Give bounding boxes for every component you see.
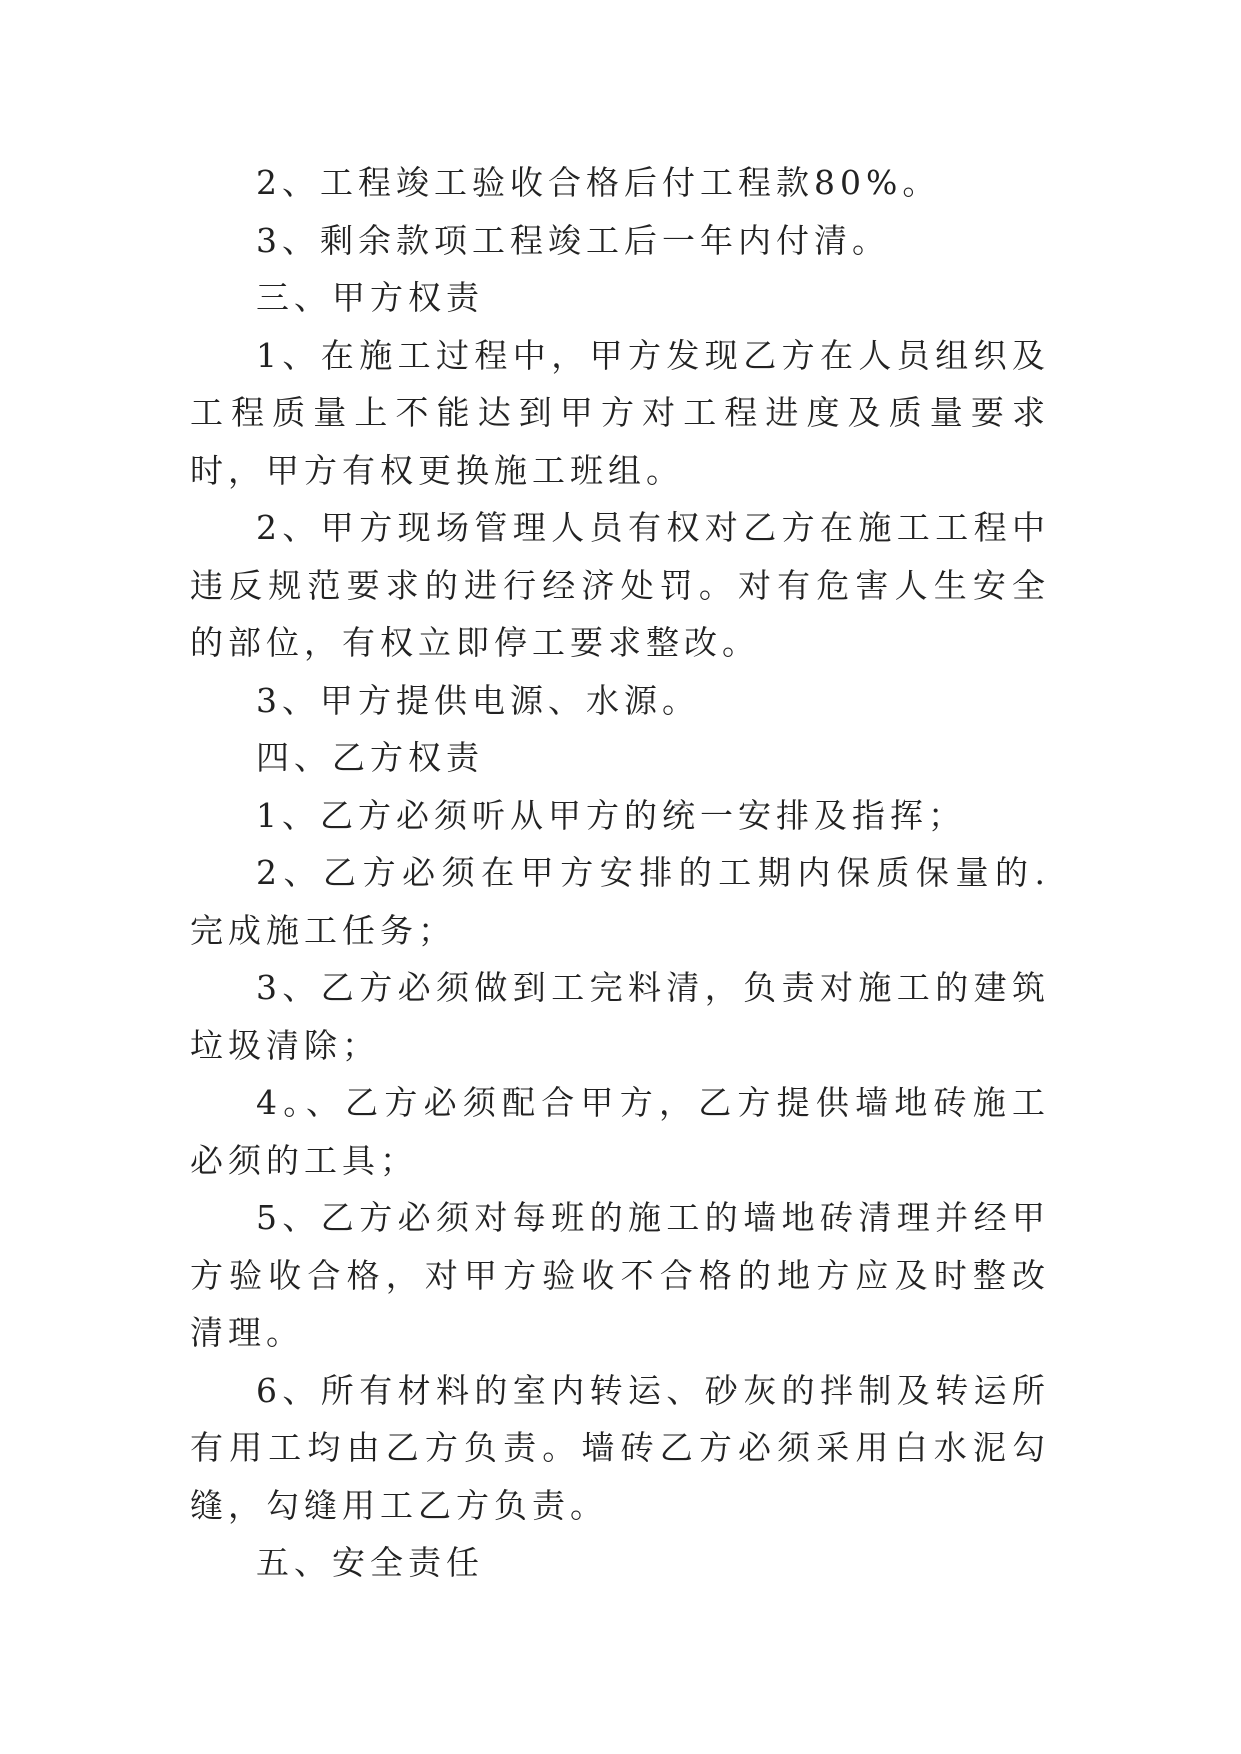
paragraph: 1、乙方必须听从甲方的统一安排及指挥；: [256, 795, 966, 835]
paragraph: 3、甲方提供电源、水源。: [256, 680, 700, 720]
paragraph: 1、在施工过程中，甲方发现乙方在人员组织及工程质量上不能达到甲方对工程进度及质量要求时，甲方有权更换施工班组。: [190, 335, 1050, 490]
paragraph: 4。、乙方必须配合甲方，乙方提供墙地砖施工必须的工具；: [190, 1083, 1050, 1180]
section-heading: 三、甲方权责: [256, 278, 484, 317]
section-heading: 五、安全责任: [256, 1543, 484, 1582]
paragraph: 5、乙方必须对每班的施工的墙地砖清理并经甲方验收合格，对甲方验收不合格的地方应及时整改清理。: [190, 1198, 1050, 1352]
paragraph: 2、工程竣工验收合格后付工程款80%。: [256, 163, 941, 202]
paragraph: 2、甲方现场管理人员有权对乙方在施工工程中违反规范要求的进行经济处罚。对有危害人生安全的部位，有权立即停工要求整改。: [190, 508, 1050, 662]
paragraph: 3、乙方必须做到工完料清，负责对施工的建筑垃圾清除；: [190, 968, 1050, 1065]
paragraph: 6、所有材料的室内转运、砂灰的拌制及转运所有用工均由乙方负责。墙砖乙方必须采用白水泥勾缝，勾缝用工乙方负责。: [190, 1370, 1050, 1525]
paragraph: 2、乙方必须在甲方安排的工期内保质保量的.完成施工任务；: [190, 853, 1050, 950]
paragraph: 3、剩余款项工程竣工后一年内付清。: [256, 220, 890, 260]
section-heading: 四、乙方权责: [256, 738, 484, 777]
document-body: [190, 154, 1050, 1592]
